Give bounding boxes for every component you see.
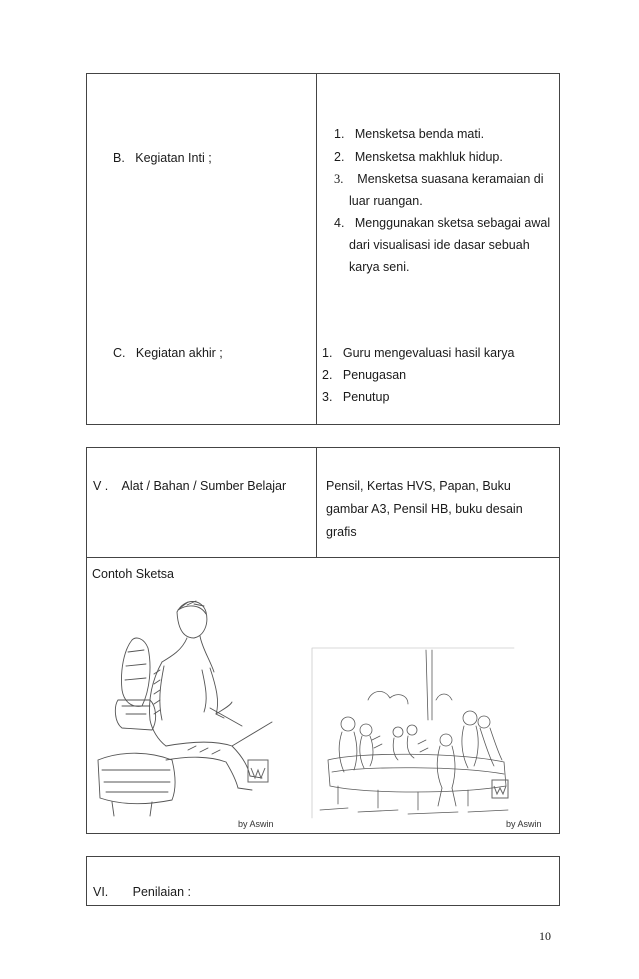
list-item [322, 345, 514, 361]
list-item-text: Mensketsa suasana keramaian di [357, 172, 544, 186]
list-item-text: Guru mengevaluasi hasil karya [342, 346, 515, 360]
kegiatan-inti-letter: B. [113, 151, 125, 165]
list-item-number: 3. [322, 390, 333, 404]
list-item-continuation: karya seni. [349, 260, 410, 274]
materials-line: gambar A3, Pensil HB, buku desain [326, 502, 523, 516]
section-vi-numeral: VI. [93, 885, 109, 899]
section-v-heading [93, 478, 286, 494]
activities-table-divider [316, 73, 317, 425]
section-vi-heading [93, 884, 191, 900]
materials-table-divider [316, 447, 317, 557]
section-v-numeral: V . [93, 479, 109, 493]
list-item-text: Mensketsa benda mati. [354, 127, 485, 141]
materials-line: grafis [326, 525, 357, 539]
section-vi-label: Penilaian : [132, 885, 191, 899]
list-item-text: Penugasan [342, 368, 407, 382]
materials-line: Pensil, Kertas HVS, Papan, Buku [326, 479, 511, 493]
list-item-number: 1. [322, 346, 333, 360]
kegiatan-inti-label [113, 150, 212, 166]
sketch-caption: by Aswin [238, 819, 274, 829]
kegiatan-akhir-label [113, 345, 223, 361]
list-item-number: 2. [334, 150, 345, 164]
list-item-text: Penutup [342, 390, 390, 404]
list-item-continuation: dari visualisasi ide dasar sebuah [349, 238, 530, 252]
list-item [322, 389, 389, 405]
list-item-text: Menggunakan sketsa sebagai awal [354, 216, 551, 230]
materials-table-row-divider [86, 557, 560, 558]
sketch-crowd-scene [308, 640, 518, 830]
kegiatan-akhir-text: Kegiatan akhir ; [135, 346, 223, 360]
kegiatan-inti-text: Kegiatan Inti ; [135, 151, 212, 165]
sketch-caption: by Aswin [506, 819, 542, 829]
list-item-number: 1. [334, 127, 345, 141]
list-item [334, 126, 484, 142]
list-item [334, 215, 550, 231]
list-item-number: 3. [334, 172, 344, 186]
page-number: 10 [539, 929, 551, 943]
list-item-number: 2. [322, 368, 333, 382]
list-item [322, 367, 406, 383]
section-v-label: Alat / Bahan / Sumber Belajar [121, 479, 287, 493]
list-item-text: Mensketsa makhluk hidup. [354, 150, 503, 164]
kegiatan-akhir-letter: C. [113, 346, 126, 360]
list-item-continuation: luar ruangan. [349, 194, 423, 208]
list-item-number: 4. [334, 216, 345, 230]
example-sketch-label: Contoh Sketsa [92, 567, 174, 581]
list-item [334, 171, 544, 187]
sketch-seated-figure [92, 590, 287, 830]
list-item [334, 149, 503, 165]
